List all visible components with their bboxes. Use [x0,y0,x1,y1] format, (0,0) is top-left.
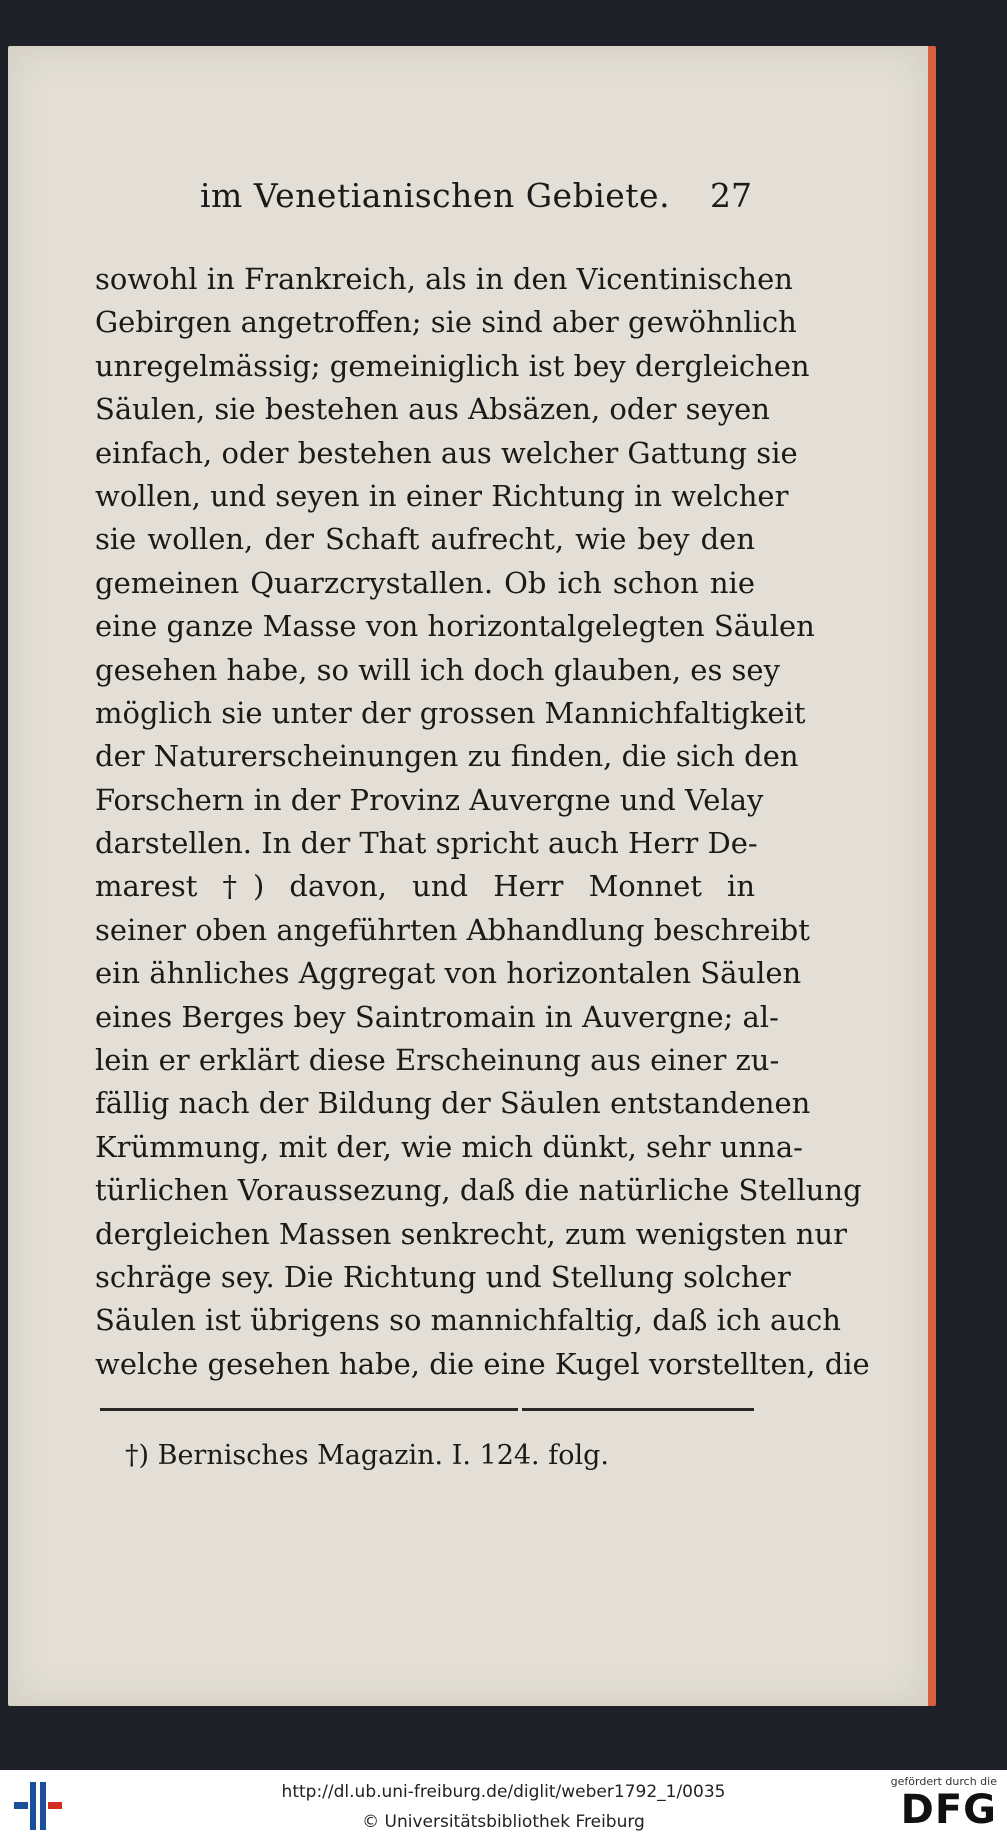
text-line: eines Berges bey Saintromain in Auvergne; al- [95,999,779,1034]
page-number: 27 [710,176,752,215]
text-line: dergleichen Massen senkrecht, zum wenigsten nur [95,1216,847,1251]
text-line: sie wollen, der Schaft aufrecht, wie bey den [95,522,755,557]
text-line: möglich sie unter der grossen Mannichfaltigkeit [95,695,806,730]
text-line: Gebirgen angetroffen; sie sind aber gewöhnlich [95,305,797,340]
copyright-notice: © Universitätsbibliothek Freiburg [362,1812,645,1832]
text-line: darstellen. In der That spricht auch Herr De- [95,826,758,861]
text-line: ein ähnliches Aggregat von horizontalen Säulen [95,956,802,991]
text-line: Krümmung, mit der, wie mich dünkt, sehr unna- [95,1129,803,1164]
text-line: gemeinen Quarzcrystallen. Ob ich schon nie [95,565,755,600]
text-line: fällig nach der Bildung der Säulen entstandenen [95,1086,811,1121]
text-line: türlichen Voraussezung, daß die natürliche Stellung [95,1173,862,1208]
text-line: eine ganze Masse von horizontalgelegten Säulen [95,609,815,644]
text-line: unregelmässig; gemeiniglich ist bey dergleichen [95,348,810,383]
footnote-divider-gap [518,1406,522,1413]
text-line: der Naturerscheinungen zu finden, die sich den [95,739,799,774]
text-line: einfach, oder bestehen aus welcher Gattung sie [95,435,798,470]
text-line: Säulen ist übrigens so mannichfaltig, daß ich auch [95,1303,841,1338]
text-line: wollen, und seyen in einer Richtung in welcher [95,478,789,513]
text-line: gesehen habe, so will ich doch glauben, es sey [95,652,780,687]
permalink-url[interactable]: http://dl.ub.uni-freiburg.de/diglit/weber1792_1/0035 [281,1782,726,1802]
text-line: sowohl in Frankreich, als in den Vicentinischen [95,262,793,296]
sponsor-caption: gefördert durch die [890,1775,997,1788]
text-line: schräge sey. Die Richtung und Stellung solcher [95,1259,791,1294]
running-header [200,168,760,228]
footnote-divider [100,1408,754,1411]
text-line: lein er erklärt diese Erscheinung aus einer zu- [95,1043,780,1078]
footnote: †) Bernisches Magazin. I. 124. folg. [125,1440,609,1471]
text-line: marest †) davon, und Herr Monnet in [95,869,755,904]
text-line: Forschern in der Provinz Auvergne und Velay [95,782,764,817]
text-line: Säulen, sie bestehen aus Absäzen, oder seyen [95,392,770,427]
body-text [95,258,870,1386]
dfg-logo[interactable]: DFG [900,1787,997,1833]
text-line: welche gesehen habe, die eine Kugel vorstellten, die [95,1346,870,1381]
header-title: im Venetianischen Gebiete. [200,176,671,215]
viewer-footer [0,1770,1007,1842]
text-line: seiner oben angeführten Abhandlung beschreibt [95,912,810,947]
